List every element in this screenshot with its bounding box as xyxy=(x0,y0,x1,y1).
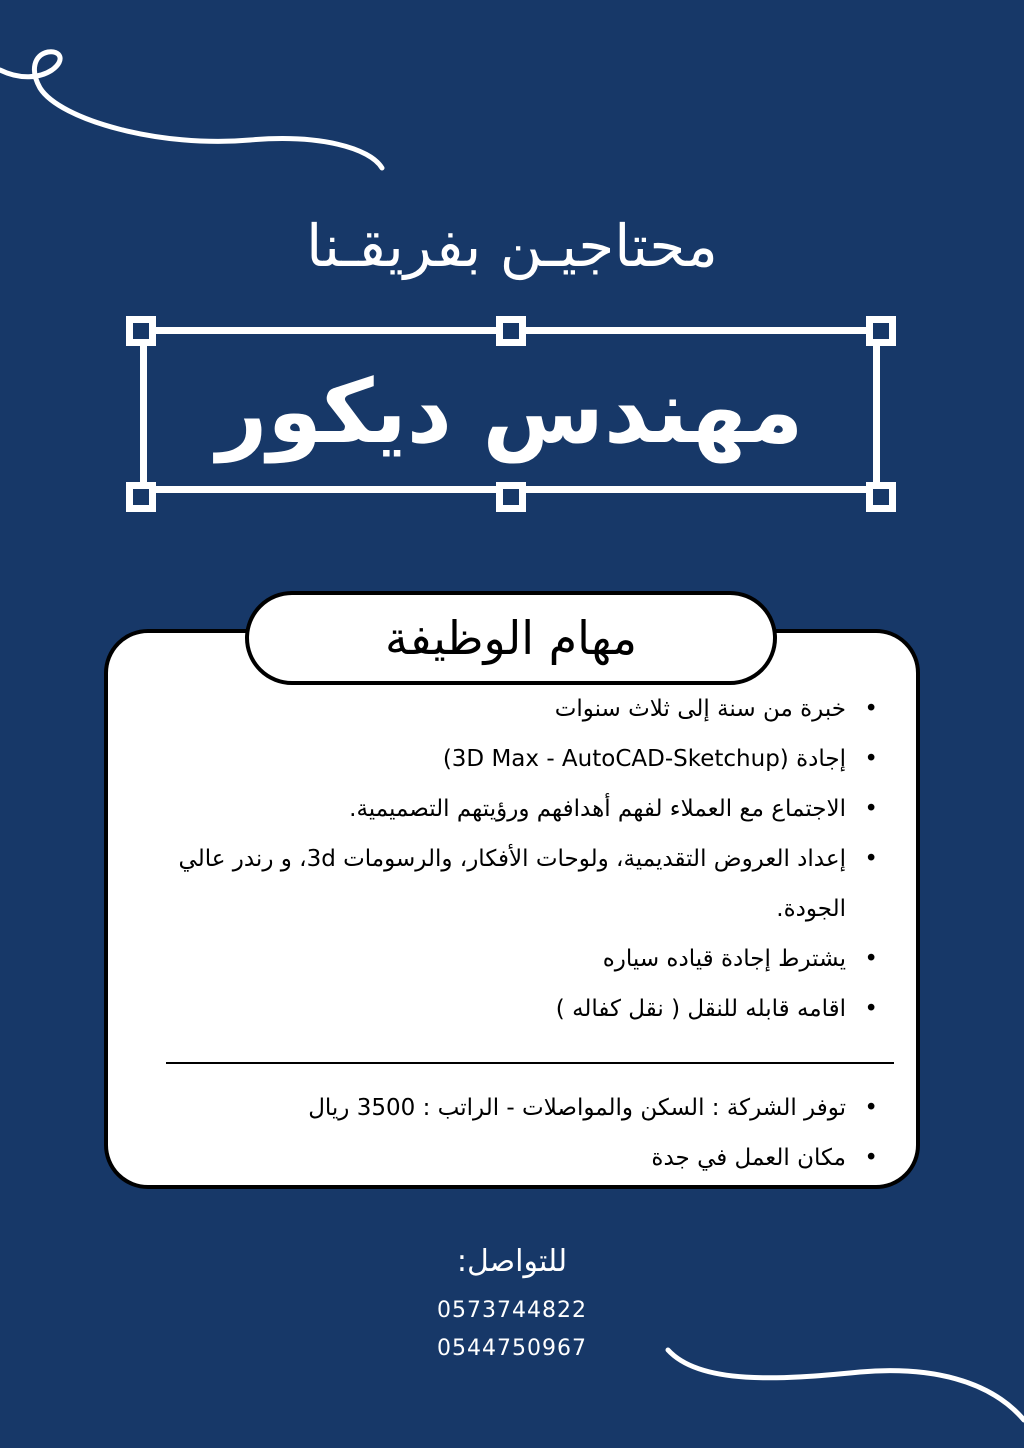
list-item: • اقامه قابله للنقل ( نقل كفاله ) xyxy=(118,984,878,1034)
frame-handle-top-middle xyxy=(496,316,526,346)
job-title: مهندس ديكور xyxy=(216,360,804,463)
phone-number: 0573744822 xyxy=(437,1298,587,1323)
frame-handle-bottom-middle xyxy=(496,482,526,512)
benefits-list xyxy=(138,1083,878,1183)
frame-handle-bottom-right xyxy=(866,482,896,512)
list-item: • إعداد العروض التقديمية، ولوحات الأفكار، والرسومات 3d، و رندر عالي الجودة. xyxy=(118,834,878,934)
frame-handle-top-left xyxy=(126,316,156,346)
list-item: • توفر الشركة : السكن والمواصلات - الراتب : 3500 ريال xyxy=(138,1083,878,1133)
job-tasks-heading: مهام الوظيفة xyxy=(245,591,777,685)
frame-handle-top-right xyxy=(866,316,896,346)
task-list xyxy=(118,684,878,1034)
phone-number: 0544750967 xyxy=(437,1336,587,1361)
list-item: • يشترط إجادة قياده سياره xyxy=(118,934,878,984)
list-item: • خبرة من سنة إلى ثلاث سنوات xyxy=(118,684,878,734)
hiring-subtitle: محتاجيـن بفريقـنا xyxy=(306,212,718,280)
divider xyxy=(166,1062,894,1064)
frame-handle-bottom-left xyxy=(126,482,156,512)
list-item: • إجادة (3D Max - AutoCAD-Sketchup) xyxy=(118,734,878,784)
contact-label: للتواصل: xyxy=(456,1244,568,1279)
list-item: • الاجتماع مع العملاء لفهم أهدافهم ورؤيتهم التصميمية. xyxy=(118,784,878,834)
list-item: • مكان العمل في جدة xyxy=(138,1133,878,1183)
